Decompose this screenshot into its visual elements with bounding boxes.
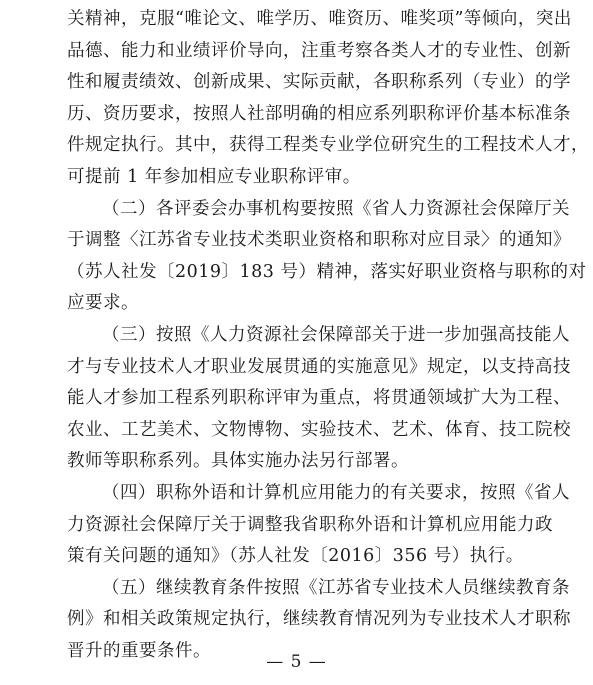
text-line: 性和履责绩效、创新成果、实际贡献，各职称系列（专业）的学 xyxy=(67,72,571,93)
text-line: 件规定执行。其中，获得工程类专业学位研究生的工程技术人才， xyxy=(67,135,589,156)
text-line: 例》和相关政策规定执行，继续教育情况列为专业技术人才职称 xyxy=(67,609,571,630)
text-line: 晋升的重要条件。 xyxy=(67,640,211,661)
page-number: — 5 — xyxy=(266,652,327,672)
text-line: 于调整〈江苏省专业技术类职业资格和职称对应目录〉的通知》 xyxy=(67,230,571,251)
text-line: 策有关问题的通知》（苏人社发〔2016〕356 号）执行。 xyxy=(67,546,524,567)
paragraph-2-first-line: （二）各评委会办事机构要按照《省人力资源社会保障厅关 xyxy=(102,198,570,219)
text-line: 应要求。 xyxy=(67,293,139,314)
text-line: （苏人社发〔2019〕183 号）精神，落实好职业资格与职称的对 xyxy=(67,261,587,282)
paragraph-3-first-line: （三）按照《人力资源社会保障部关于进一步加强高技能人 xyxy=(102,324,570,345)
document-body xyxy=(67,4,589,667)
text-line: 教师等职称系列。具体实施办法另行部署。 xyxy=(67,451,409,472)
text-line: 历、资历要求，按照人社部明确的相应系列职称评价基本标准条 xyxy=(67,103,571,124)
paragraph-5-first-line: （五）继续教育条件按照《江苏省专业技术人员继续教育条 xyxy=(102,577,570,598)
text-line: 农业、工艺美术、文物博物、实验技术、艺术、体育、技工院校 xyxy=(67,419,571,440)
text-line: 品德、能力和业绩评价导向，注重考察各类人才的专业性、创新 xyxy=(67,40,571,61)
text-line: 才与专业技术人才职业发展贯通的实施意见》规定，以支持高技 xyxy=(67,356,571,377)
text-line: 能人才参加工程系列职称评审为重点，将贯通领域扩大为工程、 xyxy=(67,388,571,409)
paragraph-4-first-line: （四）职称外语和计算机应用能力的有关要求，按照《省人 xyxy=(102,482,570,503)
text-line: 可提前 1 年参加相应专业职称评审。 xyxy=(67,166,361,187)
text-line: 关精神，克服“唯论文、唯学历、唯资历、唯奖项”等倾向，突出 xyxy=(67,9,572,29)
text-line: 力资源社会保障厅关于调整我省职称外语和计算机应用能力政 xyxy=(67,514,553,535)
